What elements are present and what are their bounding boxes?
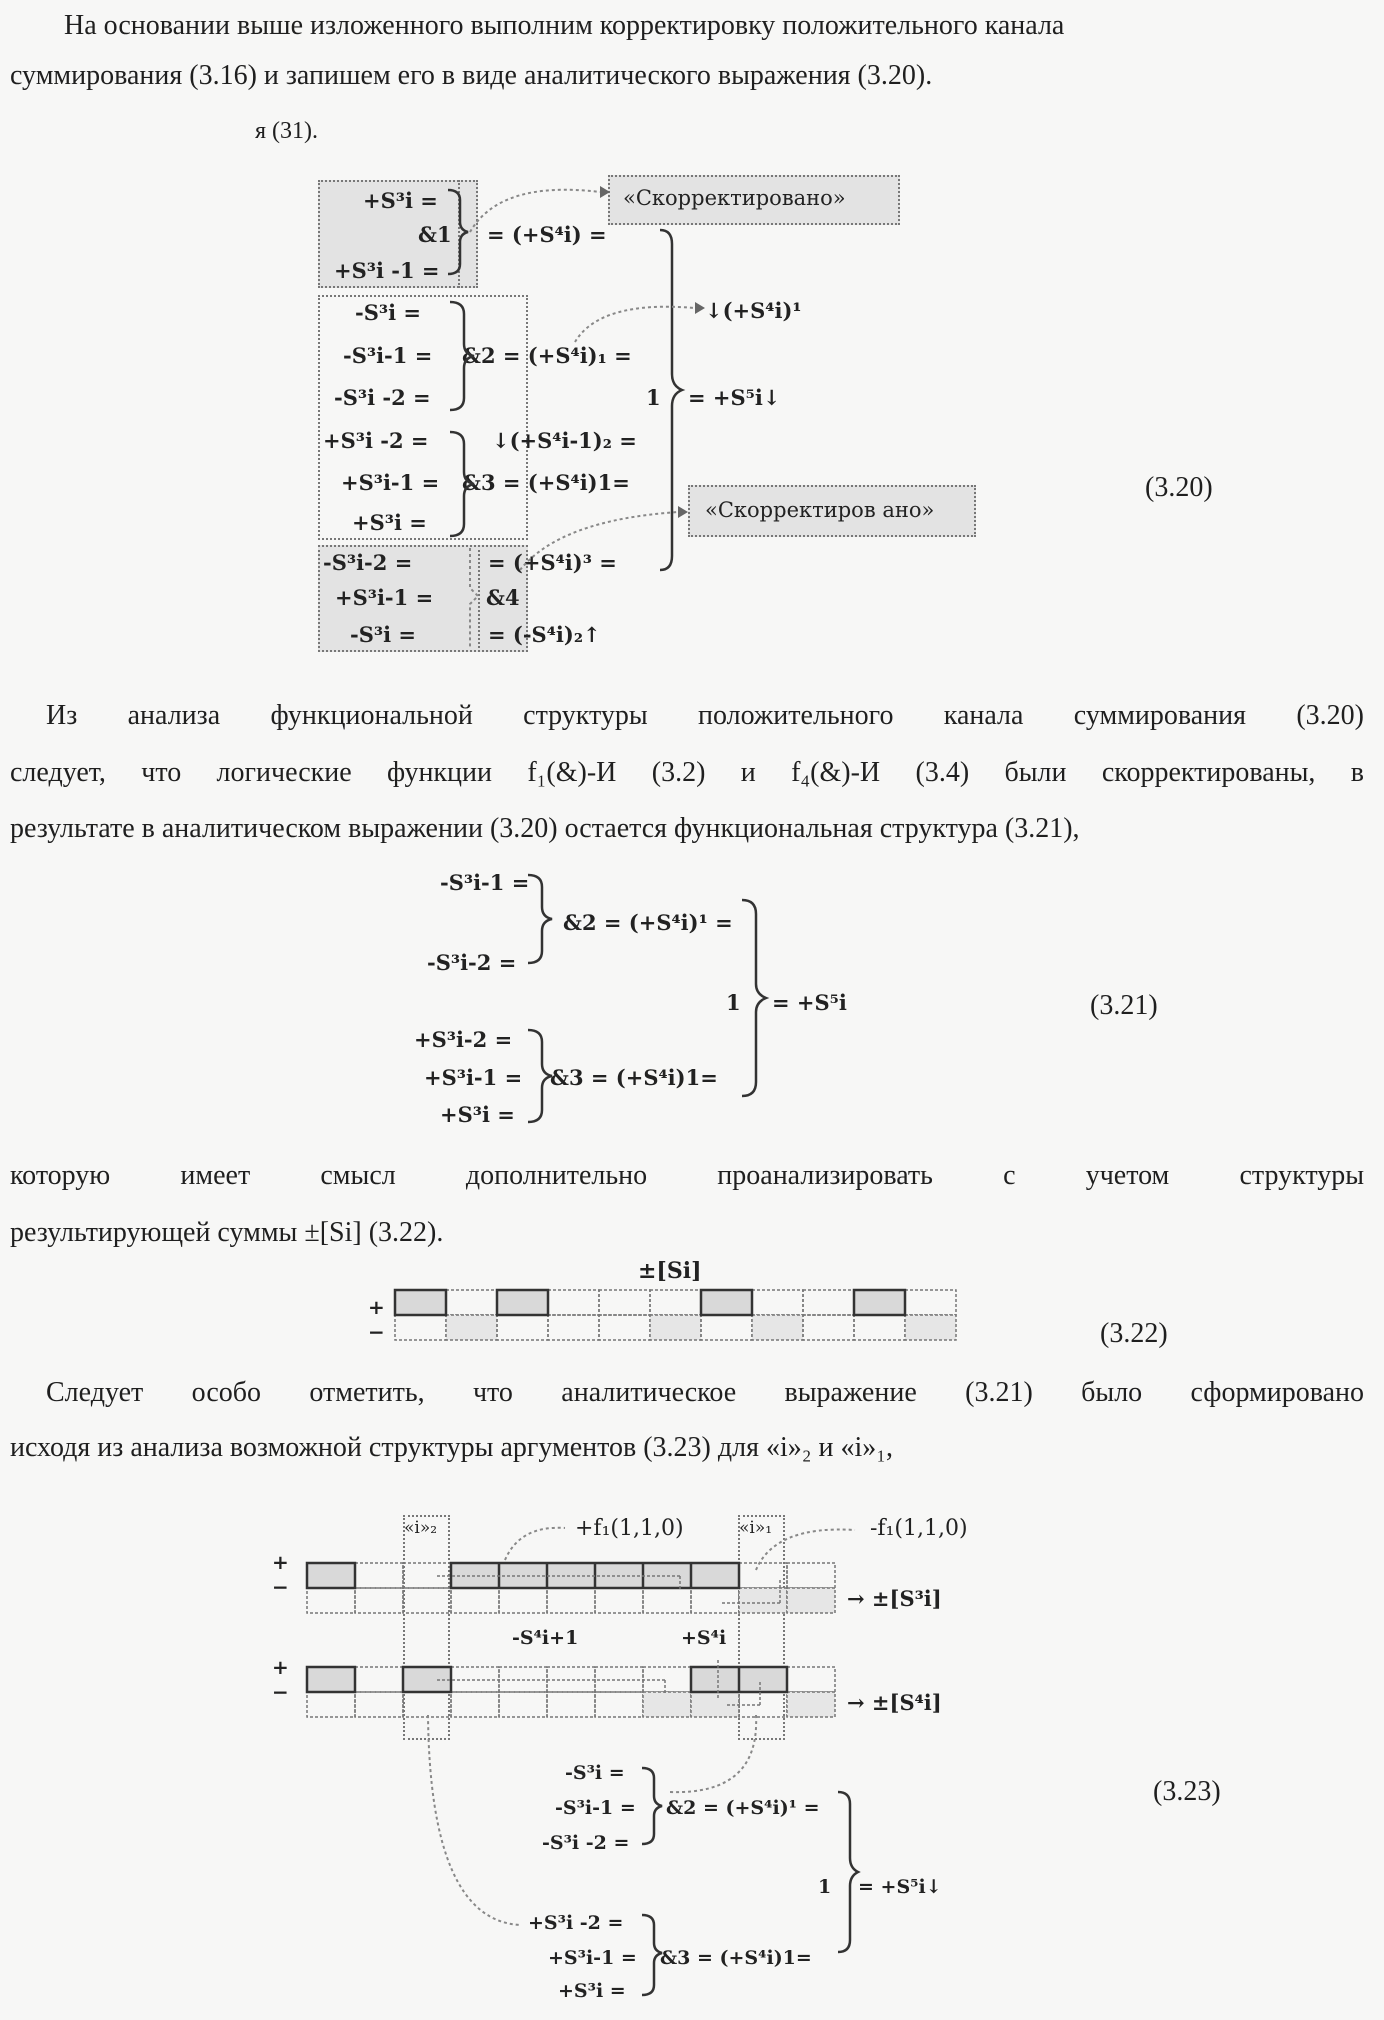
eq23-g3-output: &3 = (+S⁴i)1= — [660, 1947, 812, 1969]
g4-row-2: +S³i-1 = — [335, 585, 433, 610]
minus-s4-label: -S⁴i+1 — [512, 1627, 578, 1649]
eq-3-21-number: (3.21) — [1090, 990, 1158, 1022]
eq23-g2-row-1: -S³i = — [565, 1762, 625, 1784]
s3-plus: + — [272, 1550, 289, 1574]
g1-output: = (+S⁴i) = — [487, 222, 607, 247]
eq23-g3-row-1: +S³i -2 = — [528, 1912, 623, 1934]
eq21-g3-output: &3 = (+S⁴i)1= — [550, 1065, 718, 1090]
strip-3-22-title: ±[Si] — [638, 1258, 702, 1284]
g2-row-3: -S³i -2 = — [334, 385, 431, 410]
eq-3-23-brackets — [0, 0, 1384, 2020]
g4-row-3: -S³i = — [350, 622, 416, 647]
g3-output: = (+S⁴i)1= — [503, 470, 630, 495]
eq21-g3-row-2: +S³i-1 = — [424, 1065, 522, 1090]
paragraph-2-line-3: результате в аналитическом выражении (3.20) остается функциональная структура (3.21), — [10, 813, 1080, 845]
eq23-or-gate: 1 — [818, 1876, 831, 1898]
g1-row-2: +S³i -1 = — [334, 258, 439, 283]
eq23-g2-output: &2 = (+S⁴i)¹ = — [666, 1797, 820, 1819]
eq23-g3-brace — [642, 1915, 662, 1995]
paragraph-3-line-2: результирующей суммы ±[Si] (3.22). — [10, 1217, 443, 1249]
eq21-g2-row-1: -S³i-1 = — [440, 870, 529, 895]
g3-row-1: +S³i -2 = — [323, 428, 428, 453]
arrow-plus-f1 — [505, 1528, 565, 1560]
s4-plus: + — [272, 1655, 289, 1679]
paragraph-2-line-2: следует, что логические функции f₁(&)-И (3.2) и f₄(&)-И (3.4) были скорректированы, в — [10, 757, 1364, 789]
eq23-g2-row-2: -S³i-1 = — [555, 1797, 636, 1819]
eq21-or-gate: 1 — [726, 990, 741, 1015]
g2-row-2: -S³i-1 = — [343, 343, 432, 368]
g4-row-1: -S³i-2 = — [323, 550, 412, 575]
eq21-g3-row-1: +S³i-2 = — [414, 1027, 512, 1052]
or-gate-label: 1 — [646, 385, 661, 410]
g3-gate: &3 — [462, 470, 496, 495]
paragraph-1-line-2: суммирования (3.16) и запишем его в виде аналитического выражения (3.20). — [10, 60, 932, 92]
arrow-minus-f1 — [756, 1530, 855, 1571]
eq23-g3-row-2: +S³i-1 = — [548, 1947, 637, 1969]
fragment-text: я (31). — [255, 118, 318, 145]
paragraph-1-line-1: На основании выше изложенного выполним корректировку положительного канала — [64, 10, 1364, 42]
plus-f1-label: +f₁(1,1,0) — [575, 1516, 684, 1541]
eq21-g2-row-2: -S³i-2 = — [427, 950, 516, 975]
s3-minus: − — [272, 1575, 289, 1599]
strip-3-22-minus: − — [368, 1320, 385, 1344]
paragraph-4-line-1: Следует особо отметить, что аналитическое выражение (3.21) было сформировано — [46, 1377, 1364, 1409]
eq23-g3-row-3: +S³i = — [558, 1980, 626, 2002]
paragraph-4-line-2: исходя из анализа возможной структуры аргументов (3.23) для «i»₂ и «i»₁, — [10, 1432, 893, 1464]
s4-minus: − — [272, 1680, 289, 1704]
paragraph-2-line-1: Из анализа функциональной структуры положительного канала суммирования (3.20) — [46, 700, 1364, 732]
corrected-label-2: «Скорректиров ано» — [705, 498, 934, 522]
s4-strip-label: → ±[S⁴i] — [847, 1690, 942, 1715]
i1-label: «i»₁ — [739, 1518, 772, 1538]
i2-label: «i»₂ — [404, 1518, 437, 1538]
eq23-result: = +S⁵i↓ — [858, 1876, 942, 1898]
branch-output: ↓(+S⁴i)¹ — [705, 298, 802, 323]
g2-row-1: -S³i = — [355, 300, 421, 325]
g2-output: = (+S⁴i)₁ = — [503, 343, 632, 368]
eq23-g2-row-3: -S³i -2 = — [542, 1832, 629, 1854]
g4-output-top: = (+S⁴i)³ = — [488, 550, 617, 575]
strip-3-22-plus: + — [368, 1295, 385, 1319]
g3-output-top: ↓(+S⁴i-1)₂ = — [492, 428, 637, 453]
eq21-g2-output: &2 = (+S⁴i)¹ = — [563, 910, 733, 935]
minus-f1-label: -f₁(1,1,0) — [870, 1516, 968, 1541]
corrected-label-1: «Скорректировано» — [623, 186, 846, 210]
eq21-g3-row-3: +S³i = — [440, 1102, 515, 1127]
g3-row-3: +S³i = — [352, 510, 427, 535]
paragraph-3-line-1: которую имеет смысл дополнительно проанализировать с учетом структуры — [10, 1160, 1364, 1192]
eq-3-20-number: (3.20) — [1145, 472, 1213, 504]
arrow-to-g2 — [670, 1715, 756, 1792]
eq-3-22-number: (3.22) — [1100, 1318, 1168, 1350]
g1-gate: &1 — [418, 222, 452, 247]
g4-output-bottom: = (-S⁴i)₂↑ — [488, 622, 601, 647]
plus-s4-label: +S⁴i — [681, 1627, 726, 1649]
eq23-or-brace — [838, 1792, 858, 1952]
g2-gate: &2 — [462, 343, 496, 368]
g4-gate: &4 — [486, 585, 520, 610]
arrow-to-g3 — [428, 1715, 520, 1925]
s3-strip-label: → ±[S³i] — [847, 1586, 942, 1611]
eq21-result: = +S⁵i — [772, 990, 847, 1015]
g1-row-1: +S³i = — [363, 188, 438, 213]
eq-3-23-number: (3.23) — [1153, 1776, 1221, 1808]
eq23-g2-brace — [642, 1768, 662, 1844]
g3-row-2: +S³i-1 = — [341, 470, 439, 495]
eq-3-20-result: = +S⁵i↓ — [688, 385, 780, 410]
